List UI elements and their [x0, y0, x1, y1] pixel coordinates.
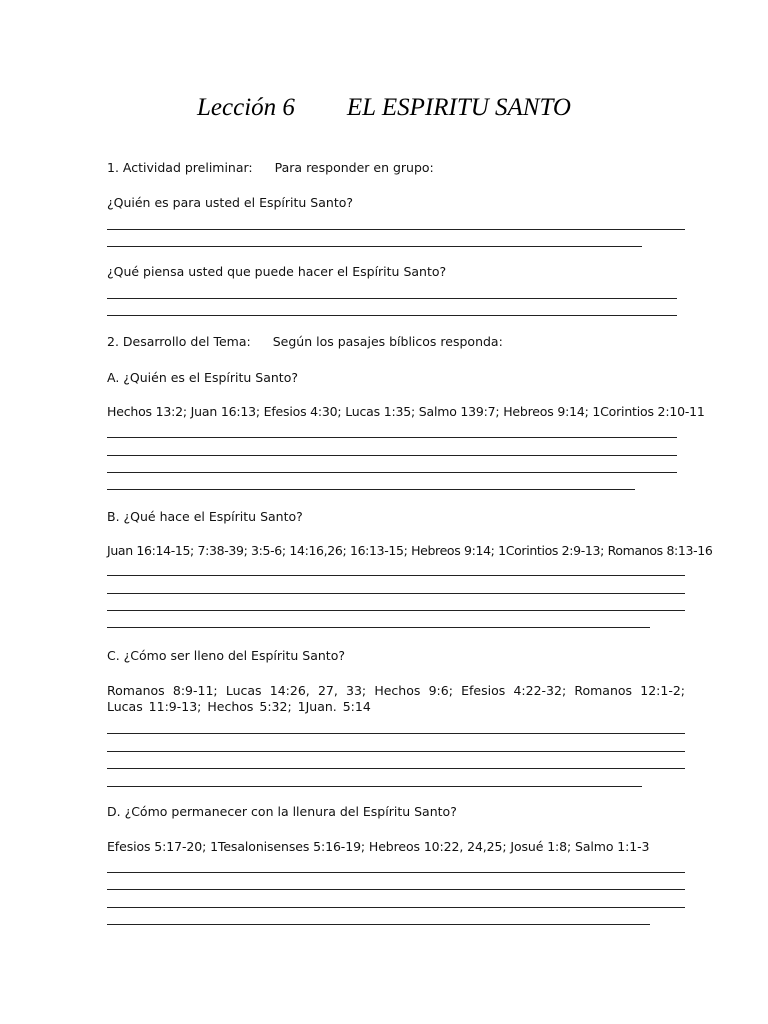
- section2-instruction: Según los pasajes bíblicos responda:: [272, 334, 503, 349]
- answer-line[interactable]: [107, 627, 650, 628]
- answer-line[interactable]: [107, 298, 677, 299]
- answer-line[interactable]: [107, 786, 642, 787]
- question-c: C. ¿Cómo ser lleno del Espíritu Santo?: [107, 648, 345, 663]
- refs-b: Juan 16:14-15; 7:38-39; 3:5-6; 14:16,26; 16:13-15; Hebreos 9:14; 1Corintios 2:9-13; Romanos 8:13-16: [107, 543, 713, 558]
- section2-heading: [107, 334, 503, 350]
- page-title: [0, 94, 768, 122]
- section1-instruction: Para responder en grupo:: [274, 160, 434, 175]
- answer-line[interactable]: [107, 733, 685, 734]
- answer-line[interactable]: [107, 315, 677, 316]
- answer-line[interactable]: [107, 610, 685, 611]
- answer-line[interactable]: [107, 229, 685, 230]
- answer-line[interactable]: [107, 872, 685, 873]
- answer-line[interactable]: [107, 575, 685, 576]
- answer-line[interactable]: [107, 907, 685, 908]
- section1-question-1: ¿Quién es para usted el Espíritu Santo?: [107, 195, 353, 210]
- refs-c: Romanos 8:9-11; Lucas 14:26, 27, 33; Hechos 9:6; Efesios 4:22-32; Romanos 12:1-2; Lucas 11:9-13; Hechos 5:32; 1Juan. 5:14: [107, 683, 685, 714]
- answer-line[interactable]: [107, 472, 677, 473]
- section2-label: 2. Desarrollo del Tema:: [107, 334, 251, 349]
- section1-label: 1. Actividad preliminar:: [107, 160, 253, 175]
- lesson-subject: EL ESPIRITU SANTO: [346, 94, 571, 121]
- lesson-number: Lección 6: [197, 94, 295, 121]
- answer-line[interactable]: [107, 489, 635, 490]
- answer-line[interactable]: [107, 593, 685, 594]
- answer-line[interactable]: [107, 889, 685, 890]
- refs-d: Efesios 5:17-20; 1Tesalonisenses 5:16-19; Hebreos 10:22, 24,25; Josué 1:8; Salmo 1:1-3: [107, 839, 650, 854]
- answer-line[interactable]: [107, 768, 685, 769]
- answer-line[interactable]: [107, 246, 642, 247]
- question-a: A. ¿Quién es el Espíritu Santo?: [107, 370, 298, 385]
- answer-line[interactable]: [107, 455, 677, 456]
- question-b: B. ¿Qué hace el Espíritu Santo?: [107, 509, 303, 524]
- section1-heading: [107, 160, 434, 176]
- refs-a: Hechos 13:2; Juan 16:13; Efesios 4:30; Lucas 1:35; Salmo 139:7; Hebreos 9:14; 1Corintios 2:10-11: [107, 404, 705, 419]
- answer-line[interactable]: [107, 437, 677, 438]
- answer-line[interactable]: [107, 751, 685, 752]
- answer-line[interactable]: [107, 924, 650, 925]
- question-d: D. ¿Cómo permanecer con la llenura del Espíritu Santo?: [107, 804, 457, 819]
- section1-question-2: ¿Qué piensa usted que puede hacer el Espíritu Santo?: [107, 264, 447, 279]
